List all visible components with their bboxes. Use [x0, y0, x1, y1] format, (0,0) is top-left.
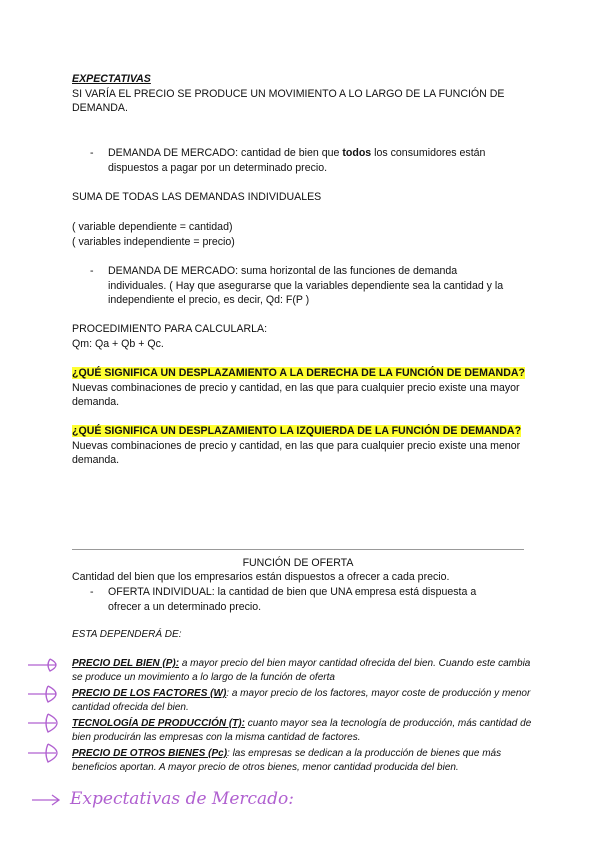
- bullet-oferta-individual: [92, 585, 512, 614]
- procedimiento-block: [72, 322, 532, 351]
- question-1: [72, 366, 532, 381]
- bullet-text: DEMANDA DE MERCADO: suma horizontal de las funciones de demanda individuales. ( Hay que asegurarse que la variables dependiente sea la cantidad y la independiente el precio, es decir, Qd: F(P ): [108, 265, 504, 306]
- question-1-highlight: ¿QUÉ SIGNIFICA UN DESPLAZAMIENTO A LA DERECHA DE LA FUNCIÓN DE DEMANDA?: [72, 367, 525, 379]
- factor-tecnologia: [72, 717, 534, 745]
- expectativas-title: EXPECTATIVAS: [72, 73, 151, 85]
- bullet-demanda-mercado-2: [92, 264, 512, 308]
- factor-text: cuanto mayor sea la tecnología de producción, más cantidad de bien producirán las empresas con la misma cantidad de factores.: [72, 718, 532, 743]
- bullet-text-bold: todos: [342, 147, 372, 159]
- expectativas-section: [72, 72, 532, 116]
- bullet-dash: -: [90, 265, 94, 277]
- handwritten-note: [28, 784, 348, 814]
- handwritten-arrow-icon: [26, 656, 68, 674]
- oferta-depende: ESTA DEPENDERÁ DE:: [72, 629, 182, 640]
- factor-label: TECNOLOGÍA DE PRODUCCIÓN (T):: [72, 718, 245, 729]
- question-2-highlight: ¿QUÉ SIGNIFICA UN DESPLAZAMIENTO LA IZQUIERDA DE LA FUNCIÓN DE DEMANDA?: [72, 425, 522, 437]
- procedimiento-formula: Qm: Qa + Qb + Qc.: [72, 337, 164, 350]
- factor-label: PRECIO DE LOS FACTORES (W): [72, 688, 227, 699]
- handwritten-note-text: Expectativas de Mercado:: [70, 789, 295, 809]
- bullet-dash: -: [90, 586, 94, 598]
- question-2: [72, 424, 532, 439]
- bullet-text: [108, 146, 512, 175]
- oferta-title: FUNCIÓN DE OFERTA: [242, 557, 354, 569]
- procedimiento-title: PROCEDIMIENTO PARA CALCULARLA:: [72, 323, 268, 335]
- bullet-text-after: los consumidores están dispuestos a pagar por un determinado precio.: [108, 147, 486, 174]
- factor-text: : a mayor precio de los factores, mayor coste de producción y menor cantidad ofrecida del bien.: [72, 688, 531, 713]
- factor-label: PRECIO DEL BIEN (P):: [72, 658, 180, 669]
- section-divider: [72, 549, 524, 550]
- variable-dependiente: ( variable dependiente = cantidad): [72, 221, 233, 233]
- handwritten-arrow-icon: [26, 742, 68, 764]
- factor-precio-factores: [72, 687, 532, 715]
- oferta-intro: Cantidad del bien que los empresarios están dispuestos a ofrecer a cada precio.: [72, 571, 450, 583]
- question-2-block: [72, 424, 532, 468]
- variables-block: [72, 220, 532, 249]
- factor-text: a mayor precio del bien mayor cantidad ofrecida del bien. Cuando este cambia se produce un movimiento a lo largo de la función de oferta: [72, 658, 531, 683]
- handwritten-arrow-icon: [26, 712, 68, 734]
- factor-label: PRECIO DE OTROS BIENES (Pc): [72, 748, 228, 759]
- factor-precio-bien: [72, 657, 532, 685]
- factor-otros-bienes: [72, 747, 534, 775]
- bullet-demanda-mercado-1: [92, 146, 512, 175]
- answer-2: Nuevas combinaciones de precio y cantidad, en las que para cualquier precio existe una menor demanda.: [72, 439, 521, 466]
- factor-text: : las empresas se dedican a la producción de bienes que más beneficios aportan. A mayor precio de otros bienes, menor cantidad producida del bien.: [72, 748, 502, 773]
- bullet-text: OFERTA INDIVIDUAL: la cantidad de bien que UNA empresa está dispuesta a ofrecer a un determinado precio.: [108, 586, 477, 613]
- bullet-dash: -: [90, 147, 94, 159]
- variable-independiente: ( variables independiente = precio): [72, 235, 235, 248]
- question-1-block: [72, 366, 532, 410]
- handwritten-arrow-icon: [26, 684, 68, 704]
- bullet-text-before: DEMANDA DE MERCADO: cantidad de bien que: [108, 147, 343, 159]
- expectativas-line: SI VARÍA EL PRECIO SE PRODUCE UN MOVIMIENTO A LO LARGO DE LA FUNCIÓN DE DEMANDA.: [72, 87, 505, 114]
- answer-1: Nuevas combinaciones de precio y cantidad, en las que para cualquier precio existe una mayor demanda.: [72, 381, 520, 408]
- suma-line: SUMA DE TODAS LAS DEMANDAS INDIVIDUALES: [72, 191, 322, 203]
